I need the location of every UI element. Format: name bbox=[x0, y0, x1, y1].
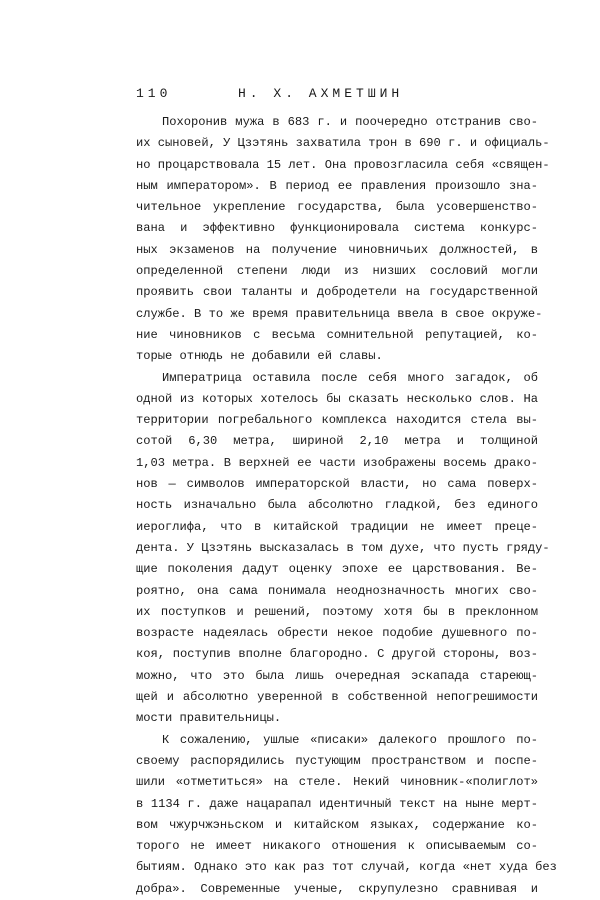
text-line: сотой 6,30 метра, шириной 2,10 метра и толщиной bbox=[136, 434, 538, 449]
text-line: щей и абсолютно уверенной в собственной непогрешимости bbox=[136, 690, 538, 705]
text-line: Похоронив мужа в 683 г. и поочередно отстранив сво- bbox=[162, 115, 538, 129]
text-line: вана и эффективно функционировала система конкурс- bbox=[136, 221, 538, 236]
text-line: 1,03 метра. В верхней ее части изображены восемь драко- bbox=[136, 455, 538, 470]
text-line: их поступков и решений, поэтому хотя бы в преклонном bbox=[136, 604, 538, 619]
paragraph bbox=[136, 112, 550, 368]
text-line: одной из которых хотелось бы сказать несколько слов. На bbox=[136, 391, 538, 406]
text-line: щие поколения дадут оценку эпохе ее царствования. Ве- bbox=[136, 562, 538, 577]
text-line: в 1134 г. даже нацарапал идентичный текст на ныне мерт- bbox=[136, 796, 538, 811]
page-number: 110 bbox=[136, 86, 172, 101]
text-line: К сожалению, ушлые «писаки» далекого прошлого по- bbox=[162, 732, 538, 747]
text-line: возрасте надеялась обрести некое подобие душевного по- bbox=[136, 626, 538, 641]
text-line: шили «отметиться» на стеле. Некий чиновник-«полиглот» bbox=[136, 775, 538, 790]
book-page bbox=[136, 0, 557, 896]
text-line: ность изначально была абсолютно гладкой, без единого bbox=[136, 498, 538, 513]
text-line: торые отнюдь не добавили ей славы. bbox=[136, 349, 383, 364]
running-head bbox=[136, 86, 538, 102]
text-line: территории погребального комплекса находится стела вы- bbox=[136, 413, 538, 428]
text-line: но процарствовала 15 лет. Она провозгласила себя «священ- bbox=[136, 157, 550, 172]
paragraph bbox=[136, 730, 557, 900]
text-line: своему распорядились пустующим пространством и поспе- bbox=[136, 753, 538, 768]
text-line: бытиям. Однако это как раз тот случай, когда «нет худа без bbox=[136, 860, 557, 875]
paragraph bbox=[136, 368, 550, 730]
text-line: проявить свои таланты и добродетели на государственной bbox=[136, 285, 538, 300]
body-text bbox=[136, 112, 557, 900]
text-line: нов — символов императорской власти, но сама поверх- bbox=[136, 477, 538, 492]
text-line: службе. В то же время правительница ввела в свое окруже- bbox=[136, 306, 543, 321]
text-line: определенной степени люди из низших сословий могли bbox=[136, 264, 538, 279]
text-line: дента. У Цзэтянь высказалась в том духе, что пусть гряду- bbox=[136, 540, 550, 555]
text-line: Императрица оставила после себя много загадок, об bbox=[162, 370, 538, 385]
text-line: чительное укрепление государства, была усовершенство- bbox=[136, 200, 538, 215]
text-line: добра». Современные ученые, скрупулезно сравнивая и bbox=[136, 881, 538, 896]
text-line: ных экзаменов на получение чиновничьих должностей, в bbox=[136, 242, 538, 257]
running-title: Н. Х. АХМЕТШИН bbox=[238, 86, 404, 101]
text-line: вом чжурчжэньском и китайском языках, содержание ко- bbox=[136, 817, 538, 832]
text-line: можно, что это была лишь очередная эскапада стареющ- bbox=[136, 668, 538, 683]
text-line: мости правительницы. bbox=[136, 711, 282, 726]
text-line: их сыновей, У Цзэтянь захватила трон в 690 г. и официаль- bbox=[136, 136, 550, 151]
text-line: роятно, она сама понимала неоднозначность многих сво- bbox=[136, 583, 538, 598]
text-line: ние чиновников с весьма сомнительной репутацией, ко- bbox=[136, 327, 538, 342]
text-line: иероглифа, что в китайской традиции не имеет преце- bbox=[136, 519, 538, 534]
text-line: торого не имеет никакого отношения к описываемым со- bbox=[136, 839, 538, 854]
text-line: коя, поступив вполне благородно. С другой стороны, воз- bbox=[136, 647, 538, 662]
text-line: ным императором». В период ее правления произошло зна- bbox=[136, 178, 538, 193]
